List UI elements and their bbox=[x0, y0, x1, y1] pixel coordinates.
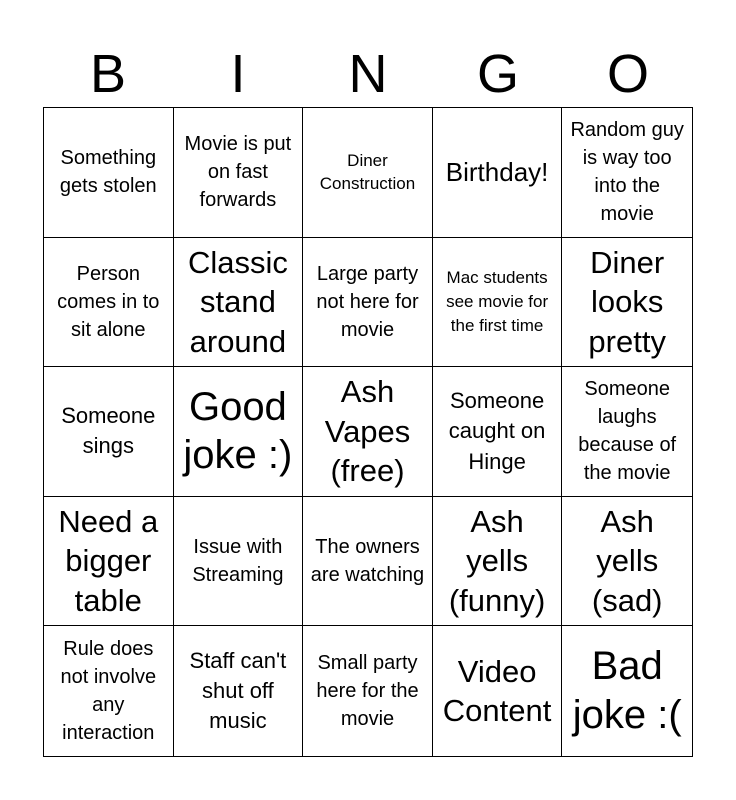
cell-text: Ash yells (sad) bbox=[591, 504, 663, 618]
cell-text: Random guy is way too into the movie bbox=[570, 119, 684, 226]
bingo-grid bbox=[43, 107, 693, 757]
header-letter-b: B bbox=[89, 44, 127, 104]
cell-text: Small party here for the movie bbox=[316, 652, 419, 731]
bingo-cell-r2c4[interactable] bbox=[433, 238, 563, 368]
cell-text: Good joke :) bbox=[183, 384, 293, 478]
bingo-cell-r4c5[interactable] bbox=[562, 497, 692, 627]
cell-text: Need a bigger table bbox=[58, 504, 159, 618]
bingo-cell-r3c4[interactable] bbox=[433, 367, 563, 497]
bingo-cell-r5c4[interactable] bbox=[433, 626, 563, 756]
bingo-cell-r4c2[interactable] bbox=[174, 497, 304, 627]
cell-text: Large party not here for movie bbox=[316, 262, 419, 341]
cell-text: Ash Vapes (free) bbox=[324, 374, 411, 489]
bingo-header bbox=[43, 40, 693, 108]
cell-text: Staff can't shut off music bbox=[189, 647, 287, 734]
header-letter-g: G bbox=[476, 44, 519, 104]
cell-text: Mac students see movie for the first time bbox=[446, 268, 549, 335]
cell-text: Diner Construction bbox=[319, 150, 416, 194]
bingo-cell-r3c3[interactable] bbox=[303, 367, 433, 497]
bingo-cell-r5c1[interactable] bbox=[44, 626, 174, 756]
bingo-cell-r2c5[interactable] bbox=[562, 238, 692, 368]
cell-text: Issue with Streaming bbox=[192, 536, 284, 587]
cell-text: Someone laughs because of the movie bbox=[578, 378, 677, 485]
cell-text: Classic stand around bbox=[187, 244, 288, 359]
cell-text: Someone sings bbox=[61, 403, 156, 459]
bingo-cell-r5c2[interactable] bbox=[174, 626, 304, 756]
cell-text: Something gets stolen bbox=[59, 147, 157, 198]
bingo-cell-r1c2[interactable] bbox=[174, 108, 304, 238]
cell-text: Bad joke :( bbox=[572, 644, 682, 738]
bingo-cell-r1c4[interactable] bbox=[433, 108, 563, 238]
header-letter-o: O bbox=[606, 44, 649, 104]
header-letter-n: N bbox=[348, 44, 388, 104]
cell-text: Someone caught on Hinge bbox=[448, 387, 546, 474]
bingo-cell-r5c5[interactable] bbox=[562, 626, 692, 756]
cell-text: Person comes in to sit alone bbox=[57, 262, 160, 341]
header-letter-i: I bbox=[230, 44, 246, 104]
cell-text: Ash yells (funny) bbox=[448, 504, 546, 618]
bingo-cell-r3c1[interactable] bbox=[44, 367, 174, 497]
cell-text: Video Content bbox=[442, 653, 552, 729]
bingo-cell-r5c3[interactable] bbox=[303, 626, 433, 756]
bingo-cell-r1c1[interactable] bbox=[44, 108, 174, 238]
bingo-cell-r2c3[interactable] bbox=[303, 238, 433, 368]
bingo-cell-r2c2[interactable] bbox=[174, 238, 304, 368]
cell-text: Rule does not involve any interaction bbox=[60, 638, 157, 745]
cell-text: The owners are watching bbox=[310, 536, 425, 587]
bingo-cell-r3c5[interactable] bbox=[562, 367, 692, 497]
bingo-cell-r1c5[interactable] bbox=[562, 108, 692, 238]
cell-text: Movie is put on fast forwards bbox=[184, 133, 292, 212]
bingo-cell-r1c3[interactable] bbox=[303, 108, 433, 238]
cell-text: Birthday! bbox=[445, 156, 549, 187]
cell-text: Diner looks pretty bbox=[588, 244, 666, 359]
bingo-cell-r4c4[interactable] bbox=[433, 497, 563, 627]
bingo-cell-r4c1[interactable] bbox=[44, 497, 174, 627]
bingo-cell-r3c2[interactable] bbox=[174, 367, 304, 497]
bingo-cell-r4c3[interactable] bbox=[303, 497, 433, 627]
bingo-cell-r2c1[interactable] bbox=[44, 238, 174, 368]
